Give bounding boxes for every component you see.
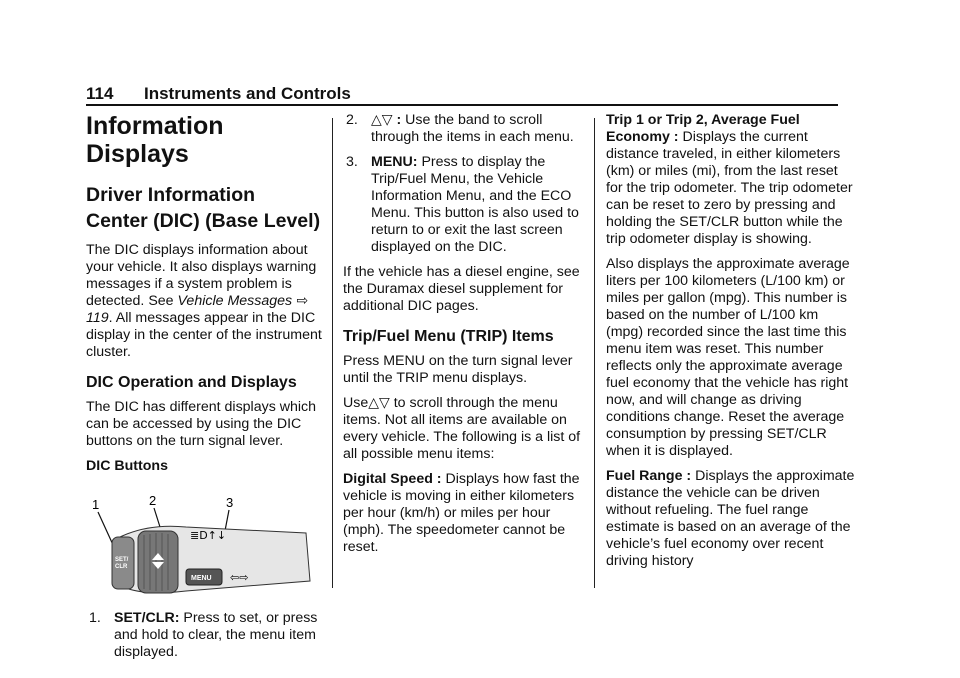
dic-paragraph: The DIC has different displays which can be accessed by using the DIC buttons on the turn signal lever. bbox=[86, 399, 316, 449]
intro-text-end: . All messages appear in the DIC display in the center of the instrument cluster. bbox=[86, 310, 322, 360]
use-text-end: to scroll through the menu items. Not all items are available on every vehicle. The following is a list of all possible menu items: bbox=[343, 395, 581, 462]
headlamp-icon: ≣D↑↓ bbox=[190, 529, 227, 542]
diesel-paragraph: If the vehicle has a diesel engine, see the Duramax diesel supplement for additional DIC pages. bbox=[343, 264, 580, 314]
turn-signal-icon: ⇦⇨ bbox=[230, 571, 249, 584]
list-item bbox=[343, 154, 583, 256]
item-label: : bbox=[392, 112, 402, 128]
section-heading: Driver Information Center (DIC) (Base Level) bbox=[86, 184, 321, 232]
page-heading: Information Displays bbox=[86, 112, 224, 168]
column-divider bbox=[332, 118, 333, 588]
fuel-range-label: Fuel Range : bbox=[606, 468, 692, 484]
scroll-up-down-icon: △▽ bbox=[368, 395, 390, 411]
page-number: 114 bbox=[86, 84, 114, 103]
column-1 bbox=[86, 112, 322, 669]
digital-speed-paragraph bbox=[343, 471, 583, 556]
set-label: SET/ bbox=[115, 557, 129, 563]
digital-speed-text: Displays how fast the vehicle is moving in either kilometers per hour (km/h) or miles per hour (mph). The speedometer cannot be reset. bbox=[343, 471, 580, 555]
dic-buttons-illustration bbox=[86, 493, 316, 597]
average-paragraph: Also displays the approximate average liters per 100 kilometers (L/100 km) or miles per gallon (mpg). This number is based on the number of L/100 km (mpg) recorded since the last time this menu item was reset. This number reflects only the approximate average fuel economy that the vehicle has right now, and will change as driving conditions change. Reset the average consumption by pressing SET/CLR when it is displayed. bbox=[606, 256, 850, 459]
trip-label: Trip 1 or Trip 2, Average Fuel Economy : bbox=[606, 112, 800, 145]
header-rule bbox=[86, 104, 838, 106]
item-description: Press to set, or press and hold to clear, the menu item displayed. bbox=[114, 610, 318, 660]
fuel-range-text: Displays the approximate distance the vehicle can be driven without refueling. The fuel range estimate is based on an average of the vehicle’s fuel economy over recent driving history bbox=[606, 468, 855, 569]
menu-label: MENU bbox=[191, 575, 212, 582]
trip-paragraph bbox=[606, 112, 856, 248]
press-menu-paragraph: Press MENU on the turn signal lever until the TRIP menu displays. bbox=[343, 353, 573, 386]
list-item bbox=[343, 112, 583, 146]
intro-text: The DIC displays information about your vehicle. It also displays warning messages if a system problem is detected. See bbox=[86, 242, 317, 309]
callout-1: 1 bbox=[92, 497, 100, 512]
item-description: Press to display the Trip/Fuel Menu, the Vehicle Information Menu, and the ECO Menu. This button is also used to return to or exit the last screen displayed on the DIC. bbox=[371, 154, 579, 255]
section-title: Instruments and Controls bbox=[144, 84, 351, 103]
item-number: 2. bbox=[346, 112, 358, 128]
callout-3: 3 bbox=[226, 495, 234, 510]
subsection-heading: DIC Operation and Displays bbox=[86, 374, 297, 391]
item-number: 3. bbox=[346, 154, 358, 170]
page-ref-icon: ⇨ bbox=[292, 293, 309, 309]
item-text bbox=[371, 112, 583, 146]
subsection-heading: Trip/Fuel Menu (TRIP) Items bbox=[343, 328, 554, 345]
list-item bbox=[86, 610, 322, 661]
vehicle-messages-link[interactable]: Vehicle Messages bbox=[177, 293, 293, 309]
item-number: 1. bbox=[89, 610, 101, 626]
page-ref[interactable]: 119 bbox=[86, 310, 109, 326]
trip-text: Displays the current distance traveled, in either kilometers (km) or miles (mi), from the last reset for the trip odometer. The trip odometer can be reset to zero by pressing and holding the SET/CLR button while the trip odometer display is showing. bbox=[606, 129, 853, 247]
column-divider bbox=[594, 118, 595, 588]
use-text: Use bbox=[343, 395, 369, 411]
clr-label: CLR bbox=[115, 564, 128, 570]
item-label: SET/CLR: bbox=[114, 610, 180, 626]
scroll-up-down-icon: △▽ bbox=[371, 112, 393, 128]
figure-caption: DIC Buttons bbox=[86, 458, 168, 474]
item-label: MENU: bbox=[371, 154, 418, 170]
use-scroll-paragraph bbox=[343, 395, 583, 463]
callout-2: 2 bbox=[149, 493, 157, 508]
item-description: Use the band to scroll through the items in each menu. bbox=[371, 112, 574, 145]
column-2 bbox=[343, 112, 583, 564]
fuel-range-paragraph bbox=[606, 468, 856, 570]
item-text bbox=[114, 610, 322, 661]
intro-paragraph bbox=[86, 242, 322, 361]
column-3 bbox=[606, 112, 856, 578]
digital-speed-label: Digital Speed : bbox=[343, 471, 442, 487]
item-text bbox=[371, 154, 583, 256]
page-header bbox=[86, 84, 838, 106]
